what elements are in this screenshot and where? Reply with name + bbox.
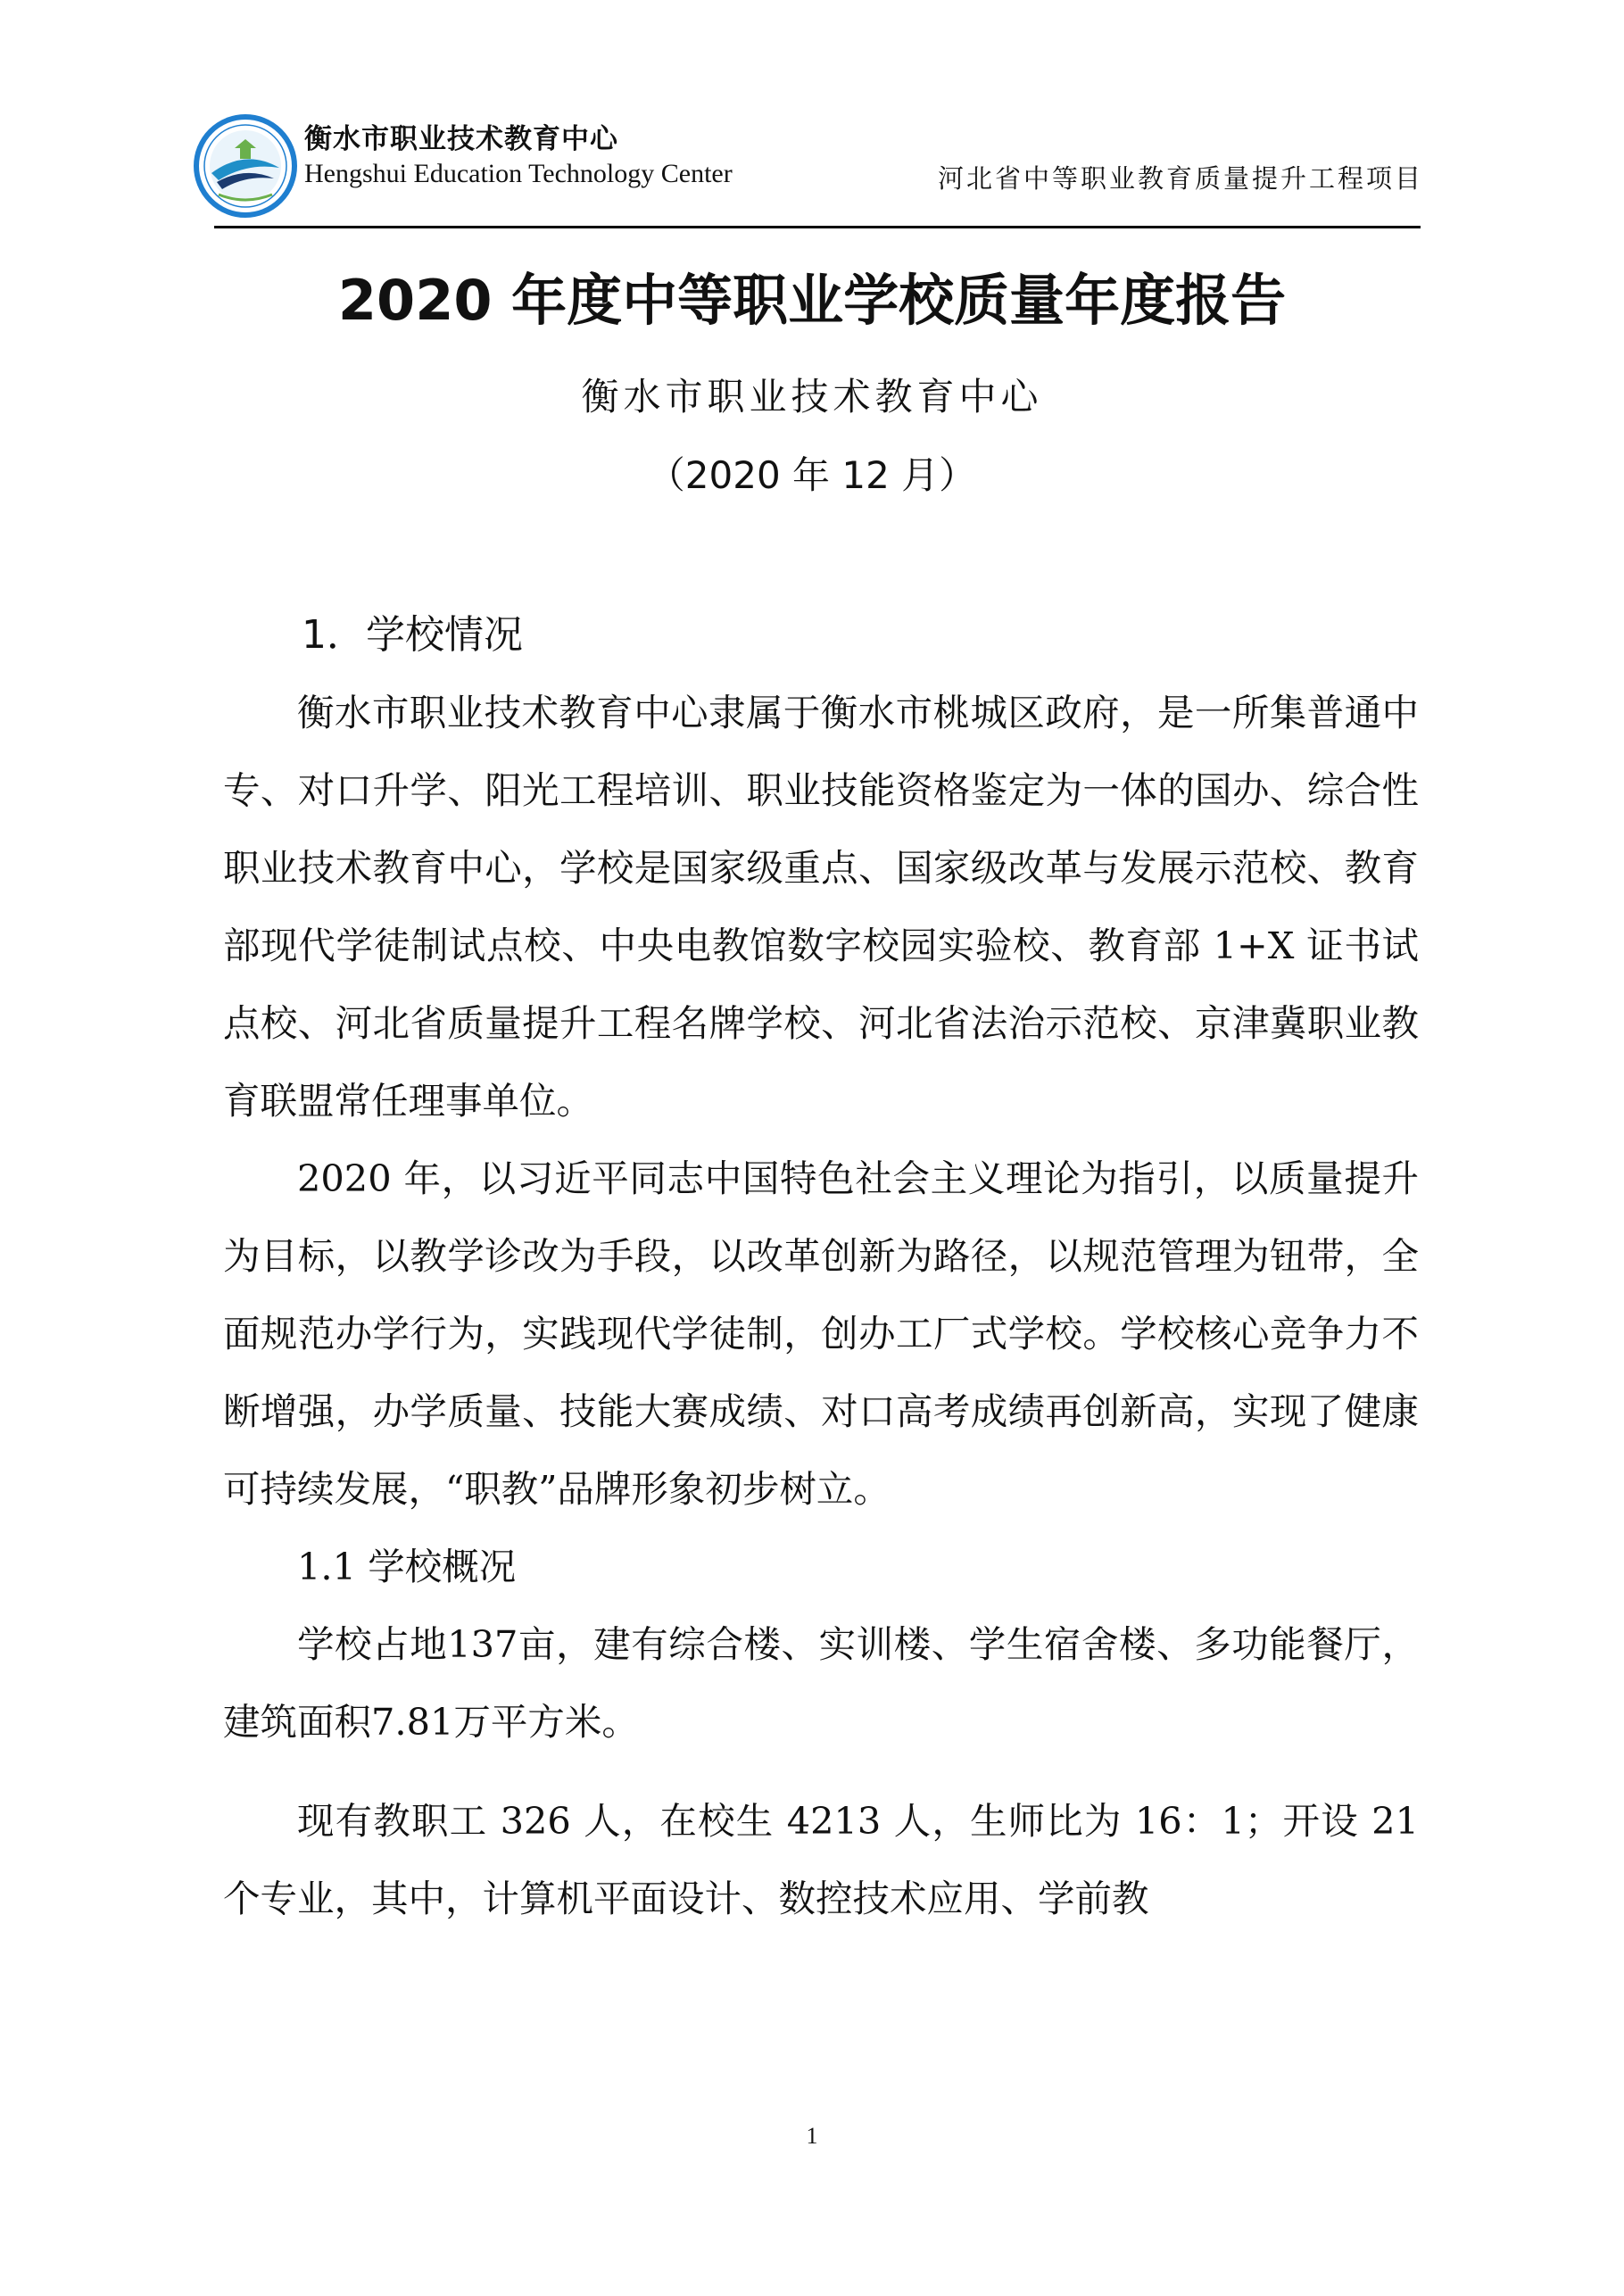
paragraph: 2020 年，以习近平同志中国特色社会主义理论为指引，以质量提升为目标，以教学诊改为手段，以改革创新为路径，以规范管理为钮带，全面规范办学行为，实践现代学徒制，创办工厂式学校。学校核心竞争力不断增强，办学质量、技能大赛成绩、对口高考成绩再创新高，实现了健康可持续发展，“职教”品牌形象初步树立。 bbox=[223, 1156, 1419, 1511]
paragraph: 衡水市职业技术教育中心隶属于衡水市桃城区政府，是一所集普通中专、对口升学、阳光工程培训、职业技能资格鉴定为一体的国办、综合性职业技术教育中心，学校是国家级重点、国家级改革与发展示范校、教育部现代学徒制试点校、中央电教馆数字校园实验校、教育部 1+X 证书试点校、河北省质量提升工程名牌学校、河北省法治示范校、京津冀职业教育联盟常任理事单位。 bbox=[223, 691, 1419, 1123]
school-emblem-icon bbox=[192, 112, 299, 220]
section-heading: 1．学校情况 bbox=[302, 612, 523, 658]
org-name-en: Hengshui Education Technology Center bbox=[304, 159, 733, 188]
report-subtitle: 衡水市职业技术教育中心 bbox=[581, 375, 1043, 419]
page-number: 1 bbox=[806, 2123, 818, 2149]
org-name-cn: 衡水市职业技术教育中心 bbox=[304, 123, 618, 155]
report-title: 2020 年度中等职业学校质量年度报告 bbox=[337, 268, 1287, 333]
project-name: 河北省中等职业教育质量提升工程项目 bbox=[937, 163, 1423, 194]
report-body bbox=[223, 596, 1419, 1937]
paragraph: 现有教职工 326 人，在校生 4213 人，生师比为 16：1；开设 21 个专业，其中，计算机平面设计、数控技术应用、学前教 bbox=[223, 1799, 1419, 1920]
report-date: （2020 年 12 月） bbox=[647, 453, 977, 497]
page-header bbox=[192, 105, 1423, 230]
header-divider bbox=[214, 226, 1421, 228]
paragraph: 学校占地137亩，建有综合楼、实训楼、学生宿舍楼、多功能餐厅，建筑面积7.81万平方米。 bbox=[223, 1622, 1419, 1744]
subsection-heading: 1.1 学校概况 bbox=[297, 1545, 517, 1588]
